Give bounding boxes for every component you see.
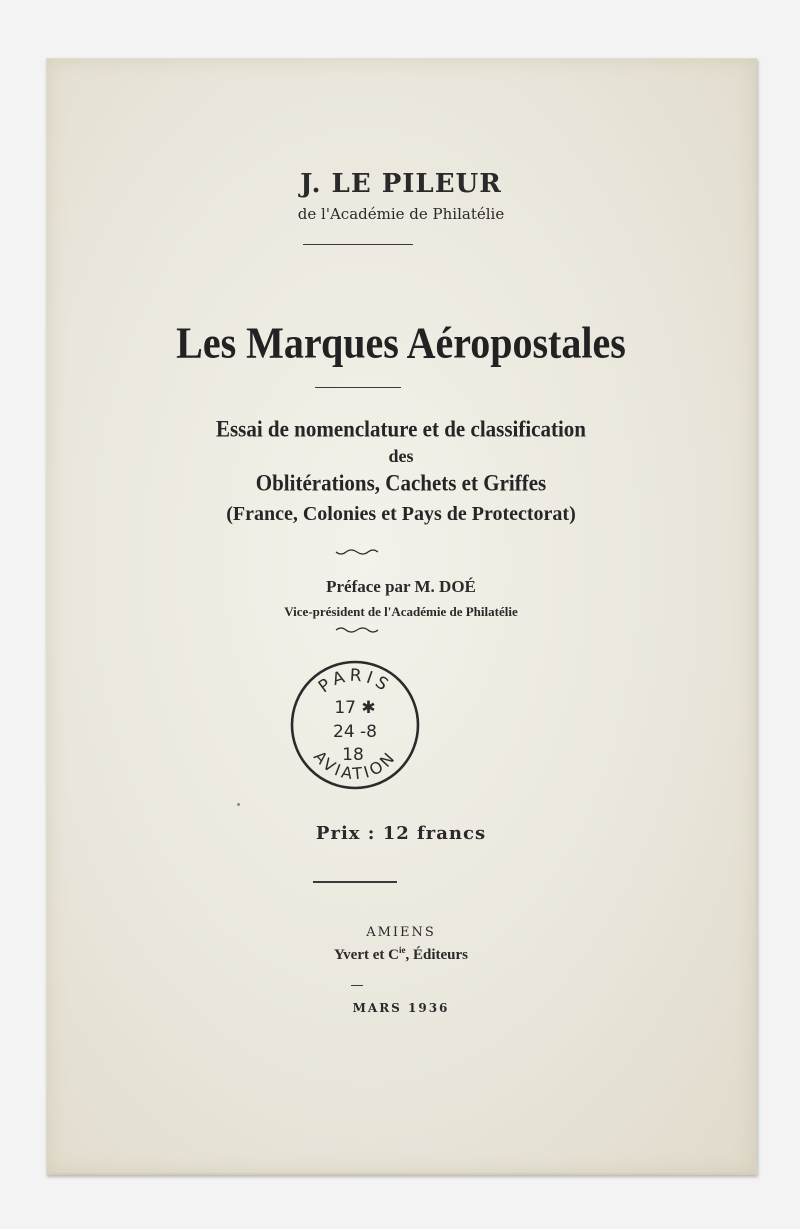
author-name: J. LE PILEUR	[300, 169, 502, 199]
publisher-name-part: , Éditeurs	[405, 947, 468, 963]
divider-rule	[313, 881, 397, 883]
divider-rule	[351, 985, 363, 986]
paper-speck	[237, 803, 240, 806]
postmark-bottom-text: AVIATION	[309, 746, 401, 784]
subtitle-line: des	[388, 446, 414, 466]
divider-rule	[315, 387, 401, 388]
publication-date: MARS 1936	[352, 1001, 450, 1015]
publisher-name-part: Yvert et C	[334, 947, 399, 963]
author-affiliation: de l'Académie de Philatélie	[297, 205, 505, 223]
publisher-name	[47, 945, 755, 964]
postmark-date-line: 24 -8	[333, 722, 377, 742]
ornament-swash-icon	[335, 625, 379, 635]
subtitle-line: (France, Colonies et Pays de Protectorat)	[226, 503, 576, 525]
price-label: Prix : 12 francs	[315, 823, 487, 844]
postmark-stamp	[287, 657, 423, 793]
subtitle-line: Oblitérations, Cachets et Griffes	[255, 469, 547, 497]
subtitle-line: Essai de nomenclature et de classification	[215, 415, 586, 443]
postmark-line-1: 17 ✱	[334, 698, 376, 718]
publisher-name-sup: ie	[398, 945, 406, 955]
postmark-top-text: PARIS	[314, 665, 395, 698]
divider-rule	[303, 244, 413, 245]
preface-credit: Préface par M. DOÉ	[326, 577, 476, 596]
book-title: Les Marques Aéropostales	[176, 317, 626, 368]
preface-role: Vice-président de l'Académie de Philatélie	[284, 604, 518, 619]
ornament-swash-icon	[335, 547, 379, 557]
postmark-year-line: 18	[342, 745, 364, 765]
publisher-city: AMIENS	[366, 925, 436, 940]
book-cover	[46, 58, 757, 1175]
